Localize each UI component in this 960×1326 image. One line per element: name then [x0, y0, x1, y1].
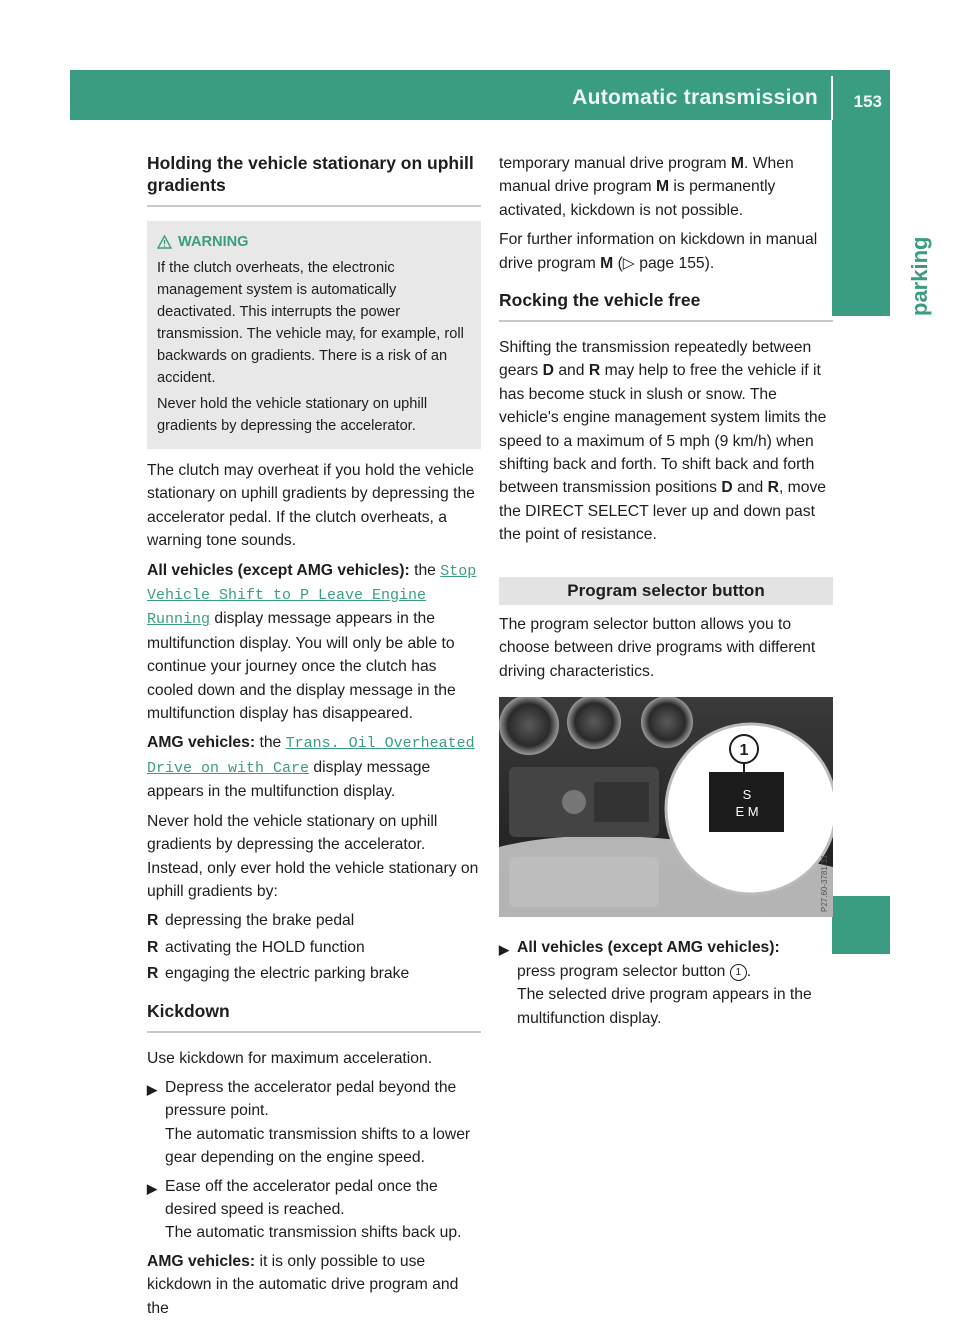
list-item: R depressing the brake pedal: [147, 912, 355, 930]
arrow-icon: ▶: [147, 1180, 157, 1196]
left-column: [147, 152, 481, 1326]
section-heading-kickdown: Kickdown: [147, 1000, 481, 1033]
instruction-step: ▶ All vehicles (except AMG vehicles): press program selector button 1 . The selected drive program appears in the multifunction display.: [499, 936, 833, 1030]
section-heading-rocking: Rocking the vehicle free: [499, 289, 833, 322]
gray-heading: Program selector button: [499, 577, 833, 605]
control-knob: [562, 790, 586, 814]
header-divider: [831, 76, 833, 120]
instruction-step: ▶ Ease off the accelerator pedal once the desired speed is reached. The automatic transmission shifts back up.: [147, 1175, 481, 1245]
paragraph: Never hold the vehicle stationary on uphill gradients by depressing the accelerator.: [147, 812, 438, 854]
program-selector-button: [709, 772, 784, 832]
page-number: 153: [853, 92, 882, 111]
warning-box: [147, 221, 481, 449]
list-item: R engaging the electric parking brake: [147, 965, 410, 983]
warning-title: WARNING: [157, 231, 472, 253]
instruction-step: ▶ Depress the accelerator pedal beyond the pressure point. The automatic transmission shifts to a lower gear depending on the engine speed.: [147, 1076, 481, 1170]
paragraph-all-vehicles: All vehicles (except AMG vehicles): the Stop Vehicle Shift to P Leave Engine Running display message appears in the multifunction display. You will only be able to continue your journey once the clutch has cooled down and the display message in the multifunction display has disappeared.: [147, 561, 477, 723]
callout-number: 1: [739, 741, 749, 759]
paragraph: Use kickdown for maximum acceleration.: [147, 1049, 433, 1067]
air-vent-icon: [641, 697, 693, 748]
warning-advice: Never hold the vehicle stationary on uphill gradients by depressing the accelerator.: [157, 396, 428, 434]
air-vent-icon: [567, 697, 621, 749]
section-heading-uphill: Holding the vehicle stationary on uphill gradients: [147, 152, 481, 207]
side-marker: [832, 896, 890, 954]
list-item: R activating the HOLD function: [147, 938, 365, 956]
air-vent-icon: [499, 697, 559, 755]
figure-code: P27.60-3781-31: [820, 854, 829, 912]
paragraph-amg: AMG vehicles: the Trans. Oil Overheated Drive on with Care display message appears in the multifunction display.: [147, 734, 475, 801]
paragraph: The program selector button allows you to choose between drive programs with different driving characteristics.: [499, 615, 816, 680]
paragraph: Instead, only ever hold the vehicle stationary on uphill gradients by:: [147, 859, 479, 900]
chapter-title: Automatic transmission: [572, 86, 818, 109]
button-symbol-bottom: E M: [735, 803, 759, 819]
display-message: Stop Vehicle Shift to P Leave Engine Running: [147, 562, 477, 629]
side-tab-label: Driving and parking: [851, 194, 932, 316]
display-message: Trans. Oil Overheated Drive on with Care: [147, 735, 475, 777]
arrow-icon: ▶: [147, 1081, 157, 1097]
warning-text: If the clutch overheats, the electronic management system is automatically deactivated. This interrupts the power transmission. The vehicle may, for example, roll backwards on gradients. There is a risk of an accident.: [157, 260, 464, 386]
paragraph: temporary manual drive program M. When manual drive program M is permanently activated, kickdown is not possible.: [499, 155, 794, 219]
paragraph-amg-kickdown: AMG vehicles: it is only possible to use kickdown in the automatic drive program and the: [147, 1252, 459, 1317]
button-symbol-top: S: [742, 786, 752, 802]
program-selector-figure: [499, 697, 833, 917]
paragraph: For further information on kickdown in manual drive program M (▷ page 155).: [499, 231, 818, 272]
warning-triangle-icon: [157, 235, 172, 249]
right-column: [499, 152, 833, 1035]
paragraph: The clutch may overheat if you hold the vehicle stationary on uphill gradients by depressing the accelerator pedal. If the clutch overheats, a warning tone sounds.: [147, 462, 475, 550]
paragraph: Shifting the transmission repeatedly between gears D and R may help to free the vehicle if it has become stuck in slush or snow. The vehicle's engine management system limits the speed to a maximum of 5 mph (9 km/h) when shifting back and forth. To shift back and forth between transmission positions D and R, move the DIRECT SELECT lever up and down past the point of resistance.: [499, 339, 827, 544]
arrow-icon: ▶: [499, 942, 509, 958]
header-bar: [70, 70, 890, 120]
